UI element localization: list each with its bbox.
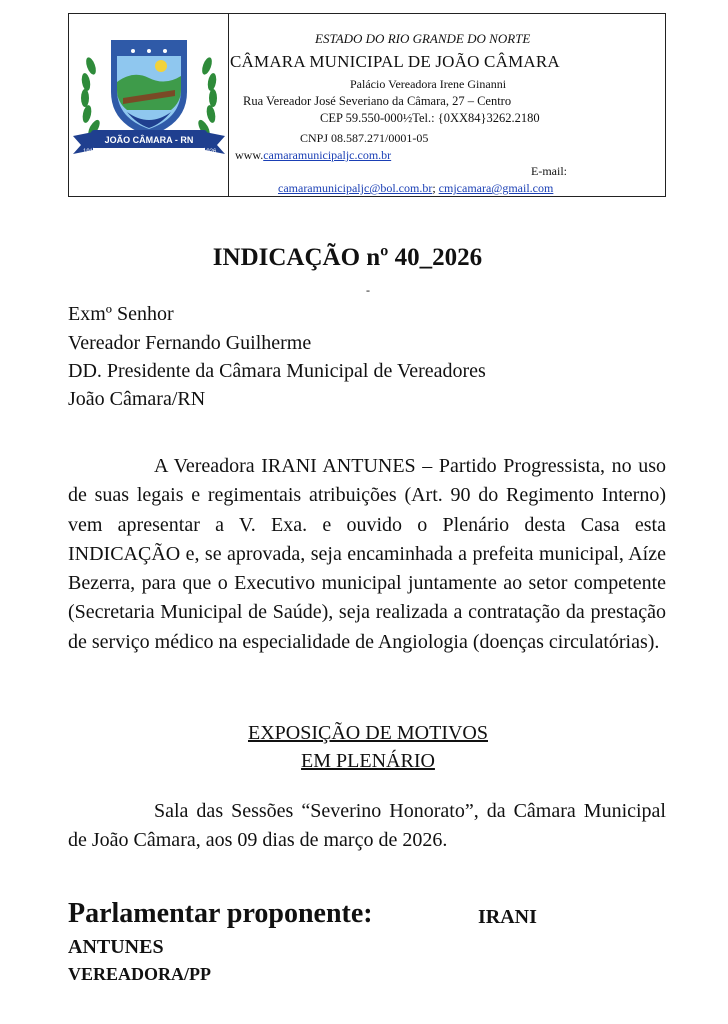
header-cnpj: CNPJ 08.587.271/0001-05: [300, 131, 429, 145]
title-mark: -: [366, 283, 370, 297]
closing-text: Sala das Sessões “Severino Honorato”, da Câmara Municipal de João Câmara, aos 09 dias de março de 2026.: [68, 800, 666, 852]
body-paragraph: [68, 452, 666, 657]
header-palace: Palácio Vereadora Irene Ginanni: [350, 77, 507, 91]
exposition-heading-line-1: EXPOSIÇÃO DE MOTIVOS: [247, 722, 488, 744]
email-link-bol[interactable]: camaramunicipaljc@bol.com.br: [278, 181, 433, 195]
header-state: ESTADO DO RIO GRANDE DO NORTE: [315, 31, 531, 46]
exposition-heading-line-2: EM PLENÁRIO: [301, 750, 435, 772]
right-laurel-icon: [196, 56, 217, 138]
addressee-line-4: João Câmara/RN: [68, 388, 206, 410]
email-link-gmail[interactable]: cmjcamara@gmail.com: [438, 181, 554, 195]
shield-icon: [111, 40, 187, 136]
left-laurel-icon: [80, 56, 101, 138]
signature-role: VEREADORA/PP: [68, 964, 211, 984]
header-chamber-name: CÂMARA MUNICIPAL DE JOÃO CÂMARA: [230, 52, 560, 71]
coat-of-arms-logo: [71, 32, 227, 162]
header-emails: [278, 181, 553, 196]
header-website: [235, 148, 391, 163]
header-cep-phone: CEP 59.550-000½Tel.: {0XX84}3262.2180: [320, 111, 540, 125]
ribbon-text: JOÃO CÂMARA - RN: [104, 135, 194, 145]
ribbon-banner: [73, 130, 225, 155]
header-street-address: Rua Vereador José Severiano da Câmara, 27 – Centro: [243, 94, 512, 108]
closing-paragraph: [68, 797, 666, 856]
website-link[interactable]: camaramunicipaljc.com.br: [263, 148, 392, 162]
founding-year-right: 1926: [203, 149, 217, 155]
signature-last-name: ANTUNES: [68, 936, 164, 958]
email-separator: ;: [432, 181, 439, 195]
addressee-line-3: DD. Presidente da Câmara Municipal de Vereadores: [68, 360, 486, 382]
addressee-line-2: Vereador Fernando Guilherme: [68, 332, 312, 354]
signature-first-name: IRANI: [478, 906, 537, 928]
body-text: A Vereadora IRANI ANTUNES – Partido Progressista, no uso de suas legais e regimentais atribuições (Art. 90 do Regimento Interno) vem apresentar a V. Exa. e ouvido o Plenário desta Casa esta INDICAÇÃO e, se aprovada, seja encaminhada a prefeita municipal, Aíze Bezerra, para que o Executivo municipal juntamente ao setor competente (Secretaria Municipal de Saúde), seja realizada a contratação da prestação de serviço médico na especialidade de Angiologia (doenças circulatórias).: [68, 455, 666, 653]
addressee-line-1: Exmº Senhor: [68, 303, 174, 325]
website-prefix: www.: [235, 148, 264, 162]
coat-of-arms-cell: [69, 14, 229, 196]
header-email-label: E-mail:: [531, 164, 567, 178]
document-title: INDICAÇÃO nº 40_2026: [212, 244, 483, 271]
founding-year-left: 1910: [83, 149, 97, 155]
signature-label: Parlamentar proponente:: [68, 898, 373, 929]
